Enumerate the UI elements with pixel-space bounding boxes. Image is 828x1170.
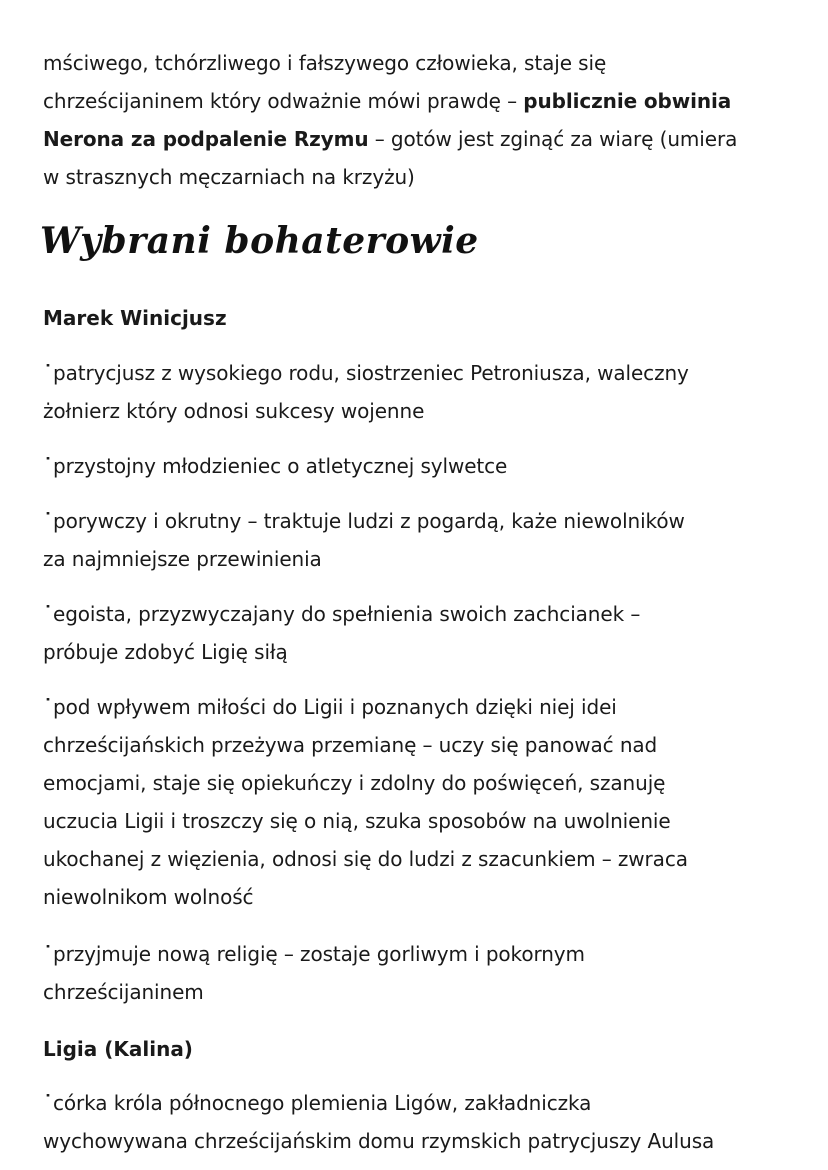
intro-line-2 (43, 82, 803, 120)
bullet-line: próbuje zdobyć Ligię siłą (43, 640, 288, 664)
marek-bullet-5 (43, 688, 803, 916)
intro-line-1: mściwego, tchórzliwego i fałszywego człowieka, staje się (43, 51, 607, 75)
bullet-line: chrześcijańskich przeżywa przemianę – uczy się panować nad (43, 733, 658, 757)
bullet-line: ˙ przystojny młodzieniec o atletycznej sylwetce (43, 447, 803, 485)
intro-line-3-emphasis: Nerona za podpalenie Rzymu (43, 127, 369, 151)
bullet-line: wychowywana chrześcijańskim domu rzymskich patrycjuszy Aulusa (43, 1129, 715, 1153)
bullet-line: ˙ porywczy i okrutny – traktuje ludzi z pogardą, każe niewolników (43, 502, 803, 540)
bullet-line: ˙ przyjmuje nową religię – zostaje gorliwym i pokornym (43, 935, 803, 973)
intro-line-3 (43, 120, 803, 158)
bullet-line: ˙ córka króla północnego plemienia Ligów, zakładniczka (43, 1084, 803, 1122)
marek-bullet-4 (43, 595, 803, 671)
bullet-line: ˙ patrycjusz z wysokiego rodu, siostrzeniec Petroniusza, waleczny (43, 354, 803, 392)
section-heading: Wybrani bohaterowie (40, 220, 479, 262)
bullet-line: ˙ egoista, przyzwyczajany do spełnienia swoich zachcianek – (43, 595, 803, 633)
character-title-ligia: Ligia (Kalina) (43, 1037, 193, 1061)
ligia-bullet-1 (43, 1084, 803, 1160)
marek-bullet-1 (43, 354, 803, 430)
marek-bullet-2 (43, 447, 803, 485)
intro-line-2-emphasis: publicznie obwinia (523, 89, 732, 113)
intro-paragraph (43, 44, 803, 196)
intro-line-3-text: – gotów jest zginąć za wiarę (umiera (368, 127, 738, 151)
bullet-line: niewolnikom wolność (43, 885, 254, 909)
bullet-line: uczucia Ligii i troszczy się o nią, szuka sposobów na uwolnienie (43, 809, 671, 833)
character-title-marek: Marek Winicjusz (43, 306, 227, 330)
bullet-line: za najmniejsze przewinienia (43, 547, 322, 571)
intro-line-2-text: chrześcijaninem który odważnie mówi prawdę – (43, 89, 524, 113)
marek-bullet-6 (43, 935, 803, 1011)
bullet-line: żołnierz który odnosi sukcesy wojenne (43, 399, 425, 423)
bullet-line: ˙ pod wpływem miłości do Ligii i poznanych dzięki niej idei (43, 688, 803, 726)
bullet-line: chrześcijaninem (43, 980, 204, 1004)
bullet-line: ukochanej z więzienia, odnosi się do ludzi z szacunkiem – zwraca (43, 847, 688, 871)
intro-line-4: w strasznych męczarniach na krzyżu) (43, 165, 415, 189)
marek-bullet-3 (43, 502, 803, 578)
bullet-line: emocjami, staje się opiekuńczy i zdolny do poświęceń, szanuję (43, 771, 666, 795)
